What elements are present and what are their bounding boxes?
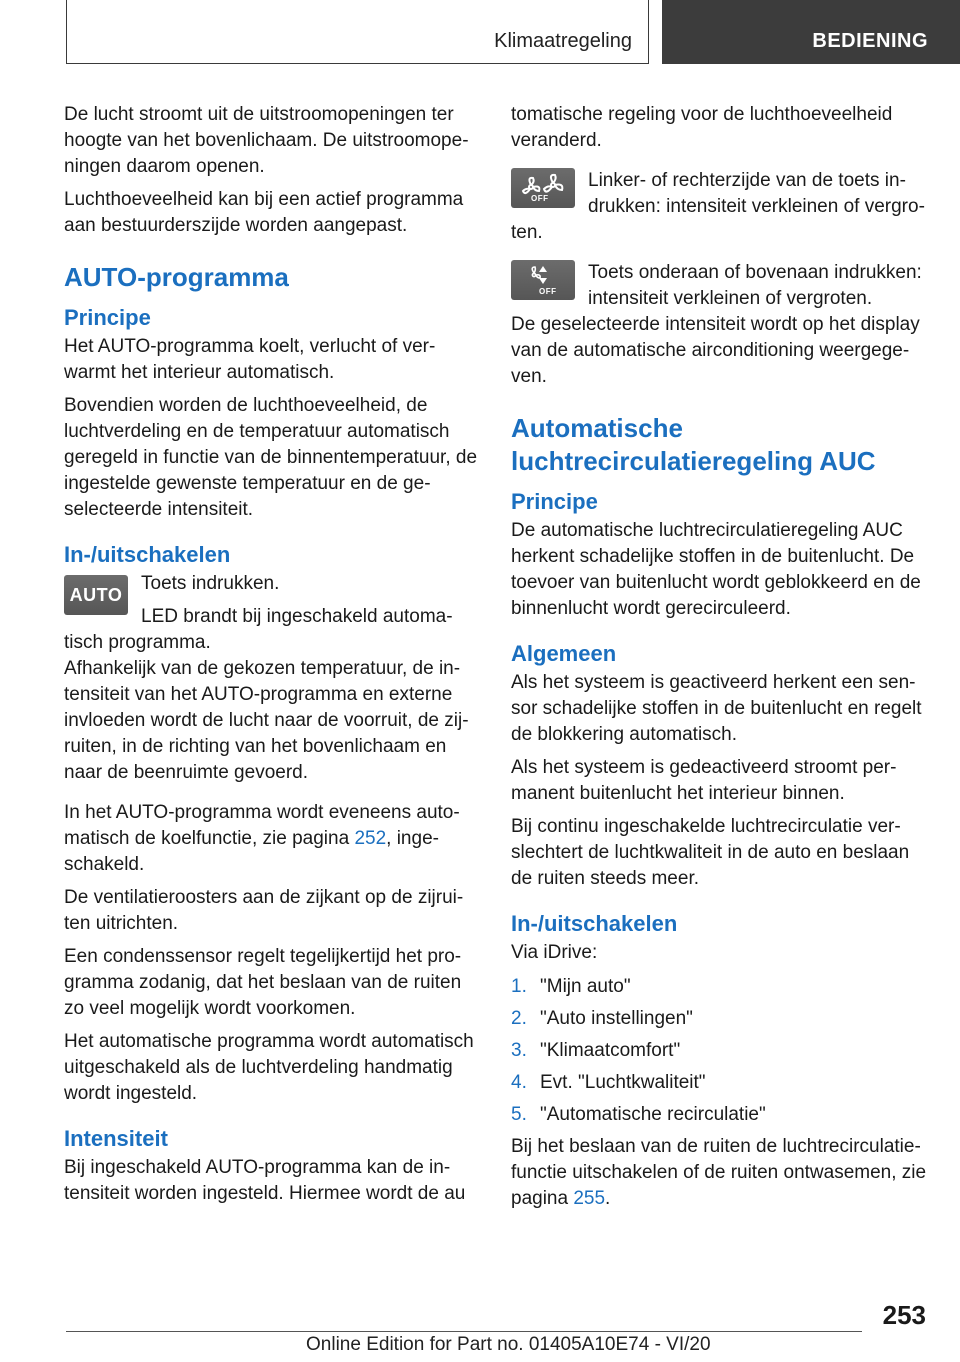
paragraph: De geselecteerde intensiteit wordt op het display van de automatische airconditioning weergegeven. [511,314,920,387]
fan-left-right-button-icon [511,168,575,208]
header-chapter-title: BEDIENING [812,30,928,52]
heading-auto-programma: AUTO-programma [64,262,289,292]
heading-principe: Principe [511,489,598,514]
step-text: "Klimaatcomfort" [540,1040,681,1061]
heading-algemeen: Algemeen [511,641,617,666]
paragraph: Als het systeem is gedeactiveerd stroomt permanent buitenlucht het interieur binnen. [511,757,897,804]
paragraph: Bovendien worden de luchthoeveelheid, de luchtverdeling en de temperatuur automatisch geregeld in functie van de binnentemperatuur, de ingestelde gewenste temperatuur en de geselecteerde intensiteit. [64,395,478,520]
paragraph: De ventilatieroosters aan de zijkant op de zijruiten uitrichten. [64,887,464,934]
auto-button-label: AUTO [69,584,123,605]
page-link[interactable]: 255 [573,1188,606,1209]
paragraph: Toets indrukken. [141,573,280,594]
step-text: "Auto instellingen" [540,1008,693,1029]
heading-auc: Automatische luchtrecirculatieregeling AUC [511,413,876,476]
footer-edition-text: Online Edition for Part no. 01405A10E74 - VI/20 [306,1334,711,1355]
heading-principe: Principe [64,305,151,330]
header-section-tab [66,0,649,64]
right-column [511,102,927,1212]
paragraph: Het automatische programma wordt automatisch uitgeschakeld als de luchtverdeling handmatig wordt ingesteld. [64,1031,474,1104]
footer-divider [66,1331,862,1332]
step-text: "Mijn auto" [540,976,631,997]
list-item [511,1102,927,1128]
idrive-steps-list [511,974,927,1128]
paragraph: LED brandt bij ingeschakeld automatisch programma. [64,606,453,653]
step-number: 3. [511,1040,527,1061]
page-link[interactable]: 252 [354,828,387,849]
step-number: 4. [511,1072,527,1093]
paragraph: Linker- of rechterzijde van de toets indrukken: intensiteit verkleinen of vergroten. [511,170,925,243]
paragraph: tomatische regeling voor de luchthoeveelheid veranderd. [511,104,893,151]
paragraph: De lucht stroomt uit de uitstroomopeningen ter hoogte van het bovenlichaam. De uitstroomopeningen daarom openen. [64,104,469,177]
auto-button-icon [64,575,128,615]
paragraph: Bij het beslaan van de ruiten de luchtrecirculatiefunctie uitschakelen of de ruiten ontwasemen, zie pagina 255. [511,1136,927,1209]
paragraph: Een condenssensor regelt tegelijkertijd het programma zodanig, dat het beslaan van de ruiten zo veel mogelijk wordt voorkomen. [64,946,462,1019]
step-text: "Automatische recirculatie" [540,1104,766,1125]
paragraph: Afhankelijk van de gekozen temperatuur, de intensiteit van het AUTO-programma en externe invloeden wordt de lucht naar de voorruit, de zijruiten, in de richting van het bovenlichaam en naar de beenruimte gevoerd. [64,658,469,783]
list-item [511,974,927,1000]
paragraph: Als het systeem is geactiveerd herkent een sensor schadelijke stoffen in de buitenlucht en regelt de blokkering automatisch. [511,672,922,745]
paragraph: Luchthoeveelheid kan bij een actief programma aan bestuurderszijde worden aangepast. [64,189,464,236]
paragraph: Bij ingeschakeld AUTO-programma kan de intensiteit worden ingesteld. Hiermee wordt de au [64,1157,466,1204]
paragraph: De automatische luchtrecirculatieregeling AUC herkent schadelijke stoffen in de buitenlucht. De toevoer van buitenlucht wordt geblokkeerd en de binnenlucht wordt gerecirculeerd. [511,520,921,619]
page-number: 253 [882,1300,926,1330]
paragraph: Via iDrive: [511,942,598,963]
step-number: 1. [511,976,527,997]
heading-in-uitschakelen: In-/uitschakelen [64,542,231,567]
heading-in-uitschakelen: In-/uitschakelen [511,911,678,936]
list-item [511,1070,927,1096]
step-number: 5. [511,1104,527,1125]
header-chapter-tab [662,0,960,64]
step-text: Evt. "Luchtkwaliteit" [540,1072,706,1093]
paragraph: Bij continu ingeschakelde luchtrecirculatie verslechtert de luchtkwaliteit in de auto en beslaan de ruiten steeds meer. [511,816,910,889]
paragraph: Het AUTO-programma koelt, verlucht of verwarmt het interieur automatisch. [64,336,436,383]
heading-intensiteit: Intensiteit [64,1126,168,1151]
paragraph: Toets onderaan of bovenaan indrukken: intensiteit verkleinen of vergroten. [588,262,922,309]
header-section-title: Klimaatregeling [494,30,632,52]
list-item [511,1006,927,1032]
fan-up-down-button-icon [511,260,575,300]
left-column [64,102,480,1207]
list-item [511,1038,927,1064]
svg-text:OFF: OFF [531,194,549,203]
svg-text:OFF: OFF [539,287,557,296]
paragraph: In het AUTO-programma wordt eveneens automatisch de koelfunctie, zie pagina 252, ingeschakeld. [64,802,460,875]
step-number: 2. [511,1008,527,1029]
